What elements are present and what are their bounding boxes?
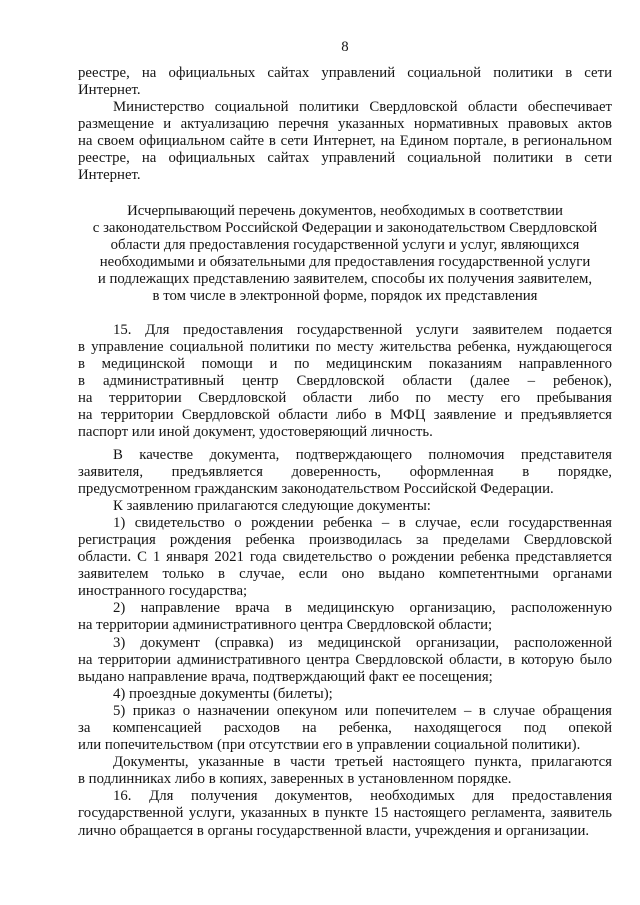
paragraph-line: области. С 1 января 2021 года свидетельство о рождении ребенка представляется [78,549,612,566]
paragraph-line: на территории административного центра Свердловской области; [78,617,493,634]
paragraph-line: Интернет. [78,167,141,184]
paragraph [78,65,612,99]
paragraph-line: иностранного государства; [78,583,248,600]
paragraph-line: реестре, на официальных сайтах управлений социальной политики в сети [78,149,612,166]
paragraph-line: К заявлению прилагаются следующие документы: [113,497,431,514]
paragraph-line: размещение и актуализацию перечня указанных нормативных правовых актов [78,115,612,132]
paragraph-item-16 [78,788,612,839]
paragraph [78,754,612,788]
paragraph-line: 4) проездные документы (билеты); [113,685,333,702]
paragraph-line: 5) приказ о назначении опекуном или попечителем – в случае обращения [113,702,612,719]
paragraph-line: регистрация рождения ребенка производилась за пределами Свердловской [78,531,612,548]
section-heading [78,203,612,306]
paragraph [78,99,612,184]
paragraph-line: Интернет. [78,81,141,98]
paragraph-line: государственной услуги, указанных в пункте 15 настоящего регламента, заявитель [78,805,612,822]
paragraph-line: на территории административного центра Свердловской области, в которую было [78,651,612,668]
paragraph-line: Министерство социальной политики Свердловской области обеспечивает [113,98,612,115]
paragraph-line: 2) направление врача в медицинскую организацию, расположенную [113,600,612,617]
paragraph-line: лично обращается в органы государственной власти, учреждения и организации. [78,822,590,839]
paragraph-line: В качестве документа, подтверждающего полномочия представителя [113,446,612,463]
heading-line: с законодательством Российской Федерации и законодательством Свердловской [92,219,598,236]
paragraph [78,498,612,515]
paragraph-line: на территории Свердловской области либо по месту его пребывания [78,389,612,406]
list-item [78,686,612,703]
paragraph-line: заявителя, предъявляется доверенность, оформленная в порядке, [78,463,612,480]
heading-line: области для предоставления государственной услуги и услуг, являющихся [110,236,580,253]
paragraph-line: в медицинской помощи и по медицинским показаниям направленного [78,355,612,372]
text-block-intro [78,65,612,185]
paragraph-line: на своем официальном сайте в сети Интернет, на Едином портале, в региональном [78,132,612,149]
text-block-main [78,447,612,840]
paragraph-line: 1) свидетельство о рождении ребенка – в случае, если государственная [113,514,612,531]
page-number: 8 [341,39,349,55]
paragraph-line: в управление социальной политики по месту жительства ребенка, нуждающегося [78,338,612,355]
paragraph-line: 3) документ (справка) из медицинской организации, расположенной [113,634,612,651]
paragraph-line: в административный центр Свердловской области (далее – ребенок), [78,372,612,389]
paragraph-line: паспорт или иной документ, удостоверяющий личность. [78,424,433,441]
heading-line: необходимыми и обязательными для предоставления государственной услуги [99,253,591,270]
paragraph-line: Документы, указанные в части третьей настоящего пункта, прилагаются [113,754,612,771]
paragraph-line: выдано направление врача, подтверждающий факт ее посещения; [78,668,493,685]
paragraph [78,447,612,498]
paragraph-line: за компенсацией расходов на ребенка, находящегося под опекой [78,720,612,736]
paragraph-line: предусмотренном гражданским законодательством Российской Федерации. [78,480,554,497]
paragraph-line: или попечительством (при отсутствии его в управлении социальной политики). [78,737,581,754]
paragraph-line: реестре, на официальных сайтах управлений социальной политики в сети [78,64,612,81]
list-item [78,600,612,634]
paragraph-line: в подлинниках либо в копиях, заверенных в установленном порядке. [78,771,512,788]
paragraph-line: 16. Для получения документов, необходимых для предоставления [113,788,612,805]
paragraph-line: заявителем только в случае, если оно выдано компетентными органами [78,566,612,583]
paragraph-line: на территории Свердловской области либо в МФЦ заявление и предъявляется [78,406,612,423]
heading-line: и подлежащих представлению заявителем, способы их получения заявителем, [97,270,593,287]
paragraph-line: 15. Для предоставления государственной услуги заявителем подается [113,321,612,338]
list-item [78,635,612,686]
heading-line: в том числе в электронной форме, порядок их представления [152,287,538,304]
paragraph-item-15 [78,322,612,442]
list-item [78,515,612,600]
heading-line: Исчерпывающий перечень документов, необходимых в соответствии [127,202,563,219]
list-item [78,703,612,754]
